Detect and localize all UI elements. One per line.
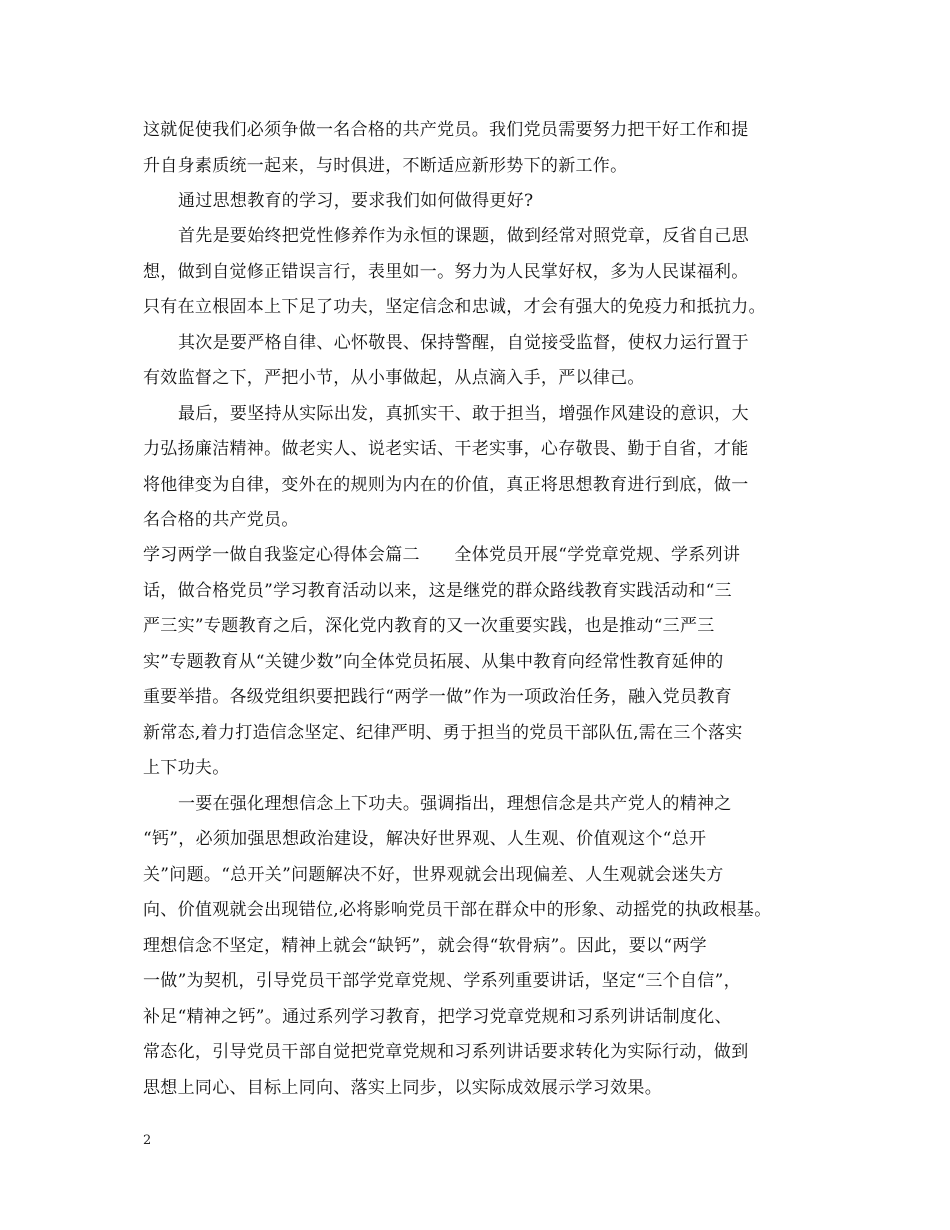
text-line: 补足“精神之钙”。通过系列学习教育，把学习党章党规和习系列讲话制度化、 [143,1007,732,1027]
text-line: 名合格的共产党员。 [143,510,299,530]
text-line: 首先是要始终把党性修养作为永恒的课题，做到经常对照党章，反省自己思 [178,226,749,246]
section-heading-line: 学习两学一做自我鉴定心得体会篇二 全体党员开展“学党章党规、学系列讲 [143,545,741,565]
text-line: 只有在立根固本上下足了功夫，坚定信念和忠诚，才会有强大的免疫力和抵抗力。 [143,297,766,317]
text-line: 理想信念不坚定，精神上就会“缺钙”，就会得“软骨病”。因此，要以“两学 [143,936,707,956]
page-number: 2 [143,1133,152,1148]
text-line: 这就促使我们必须争做一名合格的共产党员。我们党员需要努力把干好工作和提 [143,120,749,140]
text-line: 常态化，引导党员干部自觉把党章党规和习系列讲话要求转化为实际行动，做到 [143,1042,749,1062]
text-line: 重要举措。各级党组织要把践行“两学一做”作为一项政治任务，融入党员教育 [143,687,732,707]
text-line: 有效监督之下，严把小节，从小事做起，从点滴入手，严以律己。 [143,368,645,388]
text-line: 严三实”专题教育之后，深化党内教育的又一次重要实践，也是推动“三严三 [143,616,715,636]
text-line: 其次是要严格自律、心怀敬畏、保持警醒，自觉接受监督，使权力运行置于 [178,333,749,353]
text-line: 思想上同心、目标上同向、落实上同步，以实际成效展示学习效果。 [143,1078,662,1098]
text-line: 一做”为契机，引导党员干部学党章党规、学系列重要讲话，坚定“三个自信”， [143,971,741,991]
text-line: 实”专题教育从“关键少数”向全体党员拓展、从集中教育向经常性教育延伸的 [143,652,724,672]
text-line: 想，做到自觉修正错误言行，表里如一。努力为人民掌好权，多为人民谋福利。 [143,262,749,282]
text-line: 向、价值观就会出现错位,必将影响党员干部在群众中的形象、动摇党的执政根基。 [143,900,772,920]
text-line: 新常态,着力打造信念坚定、纪律严明、勇于担当的党员干部队伍,需在三个落实 [143,723,743,743]
text-line: 升自身素质统一起来，与时俱进，不断适应新形势下的新工作。 [143,156,628,176]
text-line: 关”问题。“总开关”问题解决不好，世界观就会出现偏差、人生观就会迷失方 [143,865,724,885]
text-line: 上下功夫。 [143,758,230,778]
text-line: “钙”，必须加强思想政治建设，解决好世界观、人生观、价值观这个“总开 [143,829,707,849]
text-line: 话，做合格党员”学习教育活动以来，这是继党的群众路线教育实践活动和“三 [143,581,732,601]
text-line: 通过思想教育的学习，要求我们如何做得更好? [178,191,534,211]
text-line: 将他律变为自律，变外在的规则为内在的价值，真正将思想教育进行到底，做一 [143,475,749,495]
text-line: 最后，要坚持从实际出发，真抓实干、敢于担当，增强作风建设的意识，大 [178,404,749,424]
text-line: 力弘扬廉洁精神。做老实人、说老实话、干老实事，心存敬畏、勤于自省，才能 [143,439,749,459]
text-line: 一要在强化理想信念上下功夫。强调指出，理想信念是共产党人的精神之 [178,794,732,814]
